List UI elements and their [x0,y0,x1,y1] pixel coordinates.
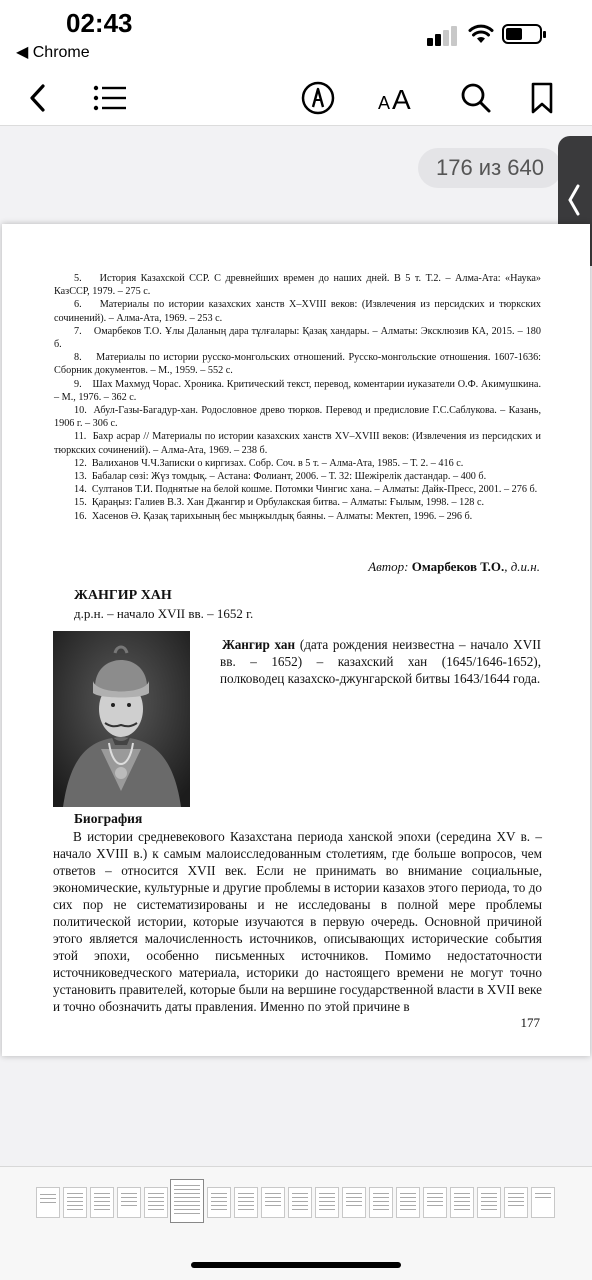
page-thumbnail[interactable] [207,1187,231,1218]
cellular-signal-icon [427,26,459,46]
wifi-icon [468,24,494,44]
page-thumbnail[interactable] [369,1187,393,1218]
chevron-left-icon [27,83,49,113]
reference-item: 12. Валиханов Ч.Ч.Записки о киргизах. Собр. Соч. в 5 т. – Алма-Ата, 1985. – Т. 2. – 416 с. [74,457,464,469]
page-thumbnail[interactable] [144,1187,168,1218]
reference-item: 13. Бабалар сөзі: Жүз томдық. – Астана: Фолиант, 2006. – Т. 32: Шежірелік дастандар. – 400 б. [74,471,487,483]
reference-item: 9. Шах Махмуд Чорас. Хроника. Критический текст, перевод, коментарии иуказатели О.Ф. Акимушкина. – М., 1976. – 362 с. [54,378,541,403]
page-thumbnail[interactable] [342,1187,366,1218]
search-button[interactable] [454,76,498,120]
article-title: ЖАНГИР ХАН [74,588,172,603]
page-thumbnail[interactable] [36,1187,60,1218]
section-heading: Биография [74,811,143,826]
status-bar [0,0,592,70]
page-number: 177 [520,1015,540,1030]
battery-icon [502,24,542,44]
author-line [368,559,540,575]
text-size-button[interactable] [374,76,418,120]
reference-item: 10. Абул-Газы-Багадур-хан. Родословное древо тюрков. Перевод и предисловие Г.С.Саблукова. – Казань, 1906 г. – 306 с. [54,405,541,430]
intro-paragraph [220,636,541,687]
markup-button[interactable] [296,76,340,120]
chevron-left-icon [565,182,583,218]
intro-text: (дата рождения неизвестна – начало XVII вв. – 1652) – казахский хан (1645/1646-1652), полководец казахско-джунгарской битвы 1643/1644 года. [220,637,542,686]
page-thumbnail[interactable] [477,1187,501,1218]
reader-toolbar [0,70,592,126]
page-thumbnail[interactable] [531,1187,555,1218]
text-size-icon [376,83,416,113]
article-dates: д.р.н. – начало XVII вв. – 1652 г. [74,606,254,621]
reference-item: 14. Султанов Т.И. Поднятые на белой кошме. Потомки Чингис хана. – Алматы: Дайк-Пресс, 2001. – 276 б. [74,484,538,496]
pen-circle-icon [301,81,335,115]
page-thumbnail[interactable] [423,1187,447,1218]
page-thumbnail[interactable] [504,1187,528,1218]
reader-area[interactable] [0,126,592,1166]
page-thumbnail[interactable] [288,1187,312,1218]
author-degree: , д.и.н. [504,559,540,574]
author-name: Омарбеков Т.О. [411,559,505,574]
clock: 02:43 [66,8,133,38]
page-thumbnail[interactable] [261,1187,285,1218]
page-counter: 176 из 640 [418,148,562,188]
reference-item: 6. Материалы по истории казахских ханств X–XVIII веков: (Извлечения из персидских и тюркских сочинений). – Алма-Ата, 1969. – 253 с. [54,299,541,324]
svg-text:A: A [392,84,411,113]
reference-item: 15. Қараңыз: Галиев В.З. Хан Джангир и Орбулакская битва. – Алматы: Ғылым, 1998. – 128 с. [74,497,485,509]
page-thumbnail[interactable] [234,1187,258,1218]
back-to-app-link[interactable]: ◀ Chrome [16,44,90,61]
search-icon [460,82,492,114]
reference-item: 11. Бахр асрар // Материалы по истории казахских ханств XV–XVIII веков: (Извлечения из персидских и тюркских сочинений). – Алма-Ата, 1969. – 238 б. [54,431,541,456]
portrait-image [53,631,190,807]
author-label: Автор: [368,559,409,574]
page-thumbnail[interactable] [63,1187,87,1218]
page-thumbnail[interactable] [315,1187,339,1218]
page-thumbnail[interactable] [450,1187,474,1218]
list-icon [93,85,127,111]
reference-item: 16. Хасенов Ә. Қазақ тарихының бес мыңжылдық баяны. – Алматы: Мектеп, 1996. – 296 б. [74,510,473,522]
intro-name: Жангир хан [222,637,296,652]
document-page [2,224,590,1056]
table-of-contents-button[interactable] [88,76,132,120]
reference-list [54,272,541,523]
page-thumbnail[interactable] [396,1187,420,1218]
bookmark-icon [530,82,554,114]
back-button[interactable] [16,76,60,120]
home-indicator[interactable] [191,1262,401,1268]
bookmark-button[interactable] [520,76,564,120]
current-page-thumbnail[interactable] [170,1179,204,1223]
page-thumbnail[interactable] [117,1187,141,1218]
reference-item: 5. История Казахской ССР. С древнейших времен до наших дней. В 5 т. Т.2. – Алма-Ата: «Наука» КазССР, 1979. – 275 с. [54,273,541,298]
biography-paragraph: В истории средневекового Казахстана периода ханской эпохи (середина XV в. – начало XVIII в.) к самым малоисследованным столетиям, где больше вопросов, чем ответов – относится XVII век. Если не принимать во внимание социальные, экономические, культурные и другие проблемы в истории казахов этого периода, то до сих пор не систематизированы и не исследованы в полной мере проблемы политической истории, которые изучаются в первую очередь. Основной причиной этого является малочисленность источников, описывающих исторические события этой эпохи, особенно письменных источников. Помимо недостаточности источниковедческого материала, историки до настоящего времени не могут точно установить правителей, которые были на вершине государственной власти в XVII веке и точно обозначить даты правления. Именно по этой причине в [53,829,542,1014]
svg-text:A: A [378,93,391,113]
page-thumbnail[interactable] [90,1187,114,1218]
reference-item: 8. Материалы по истории русско-монгольских отношений. Русско-монгольские отношения. 1607-1636: Сборник документов. – М., 1959. – 552 с. [54,352,541,377]
reference-item: 7. Омарбеков Т.О. Ұлы Даланың дара тұлғалары: Қазақ хандары. – Алматы: Эксклюзив КА, 2015. – 180 б. [54,325,541,351]
